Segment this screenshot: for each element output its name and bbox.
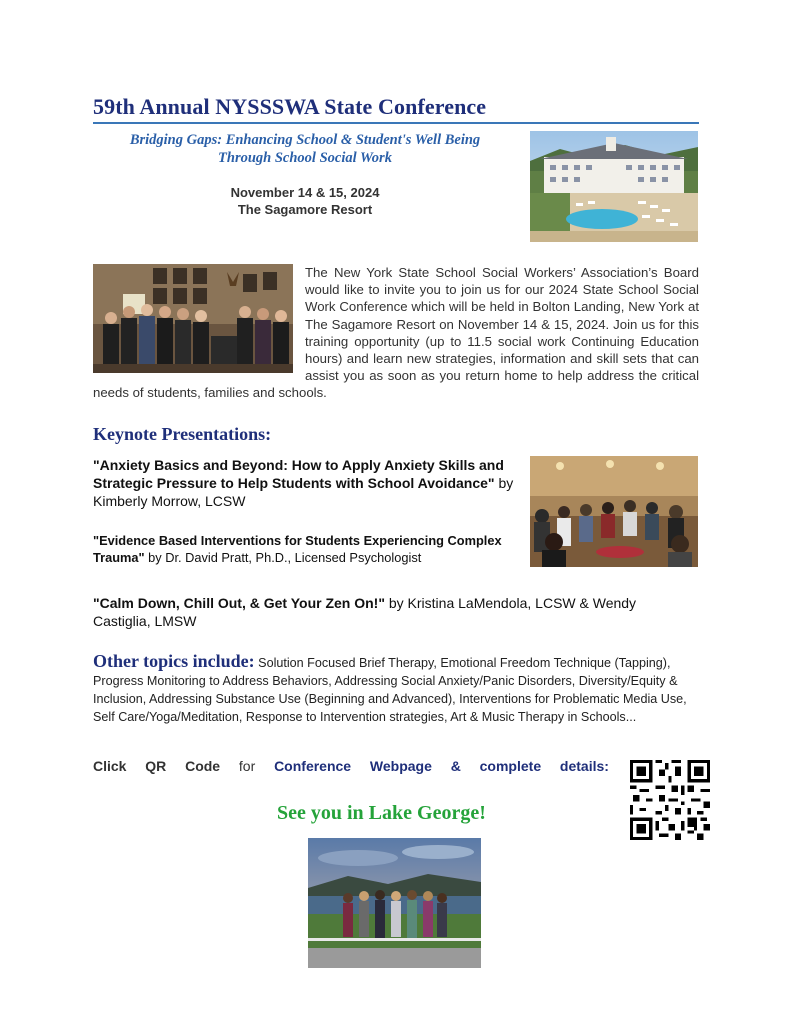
audience-photo — [530, 456, 698, 567]
resort-photo — [530, 131, 698, 242]
page-title: 59th Annual NYSSSWA State Conference — [93, 94, 487, 119]
talk-title: "Calm Down, Chill Out, & Get Your Zen On!" — [93, 595, 385, 611]
conference-subtitle — [100, 131, 510, 167]
other-topics-text: Solution Focused Brief Therapy, Emotional Freedom Technique (Tapping), Progress Monitoring to Address Behaviors, Addressing Social Anxiety/Panic Disorders, Diversity/Equity & Inclusion, Addressing Substance Use (Beginning and Advanced), Interventions for Problematic Media Use, Self Care/Yoga/Meditation, Response to Intervention strategies, Art & Music Therapy in Schools... — [93, 656, 687, 724]
cta-link-word[interactable]: & — [450, 758, 461, 774]
cta-word: Code — [185, 758, 221, 774]
cta-link-word[interactable]: details: — [559, 758, 609, 774]
lake-george-photo — [308, 838, 481, 968]
event-details — [190, 184, 420, 218]
cta-link-word[interactable]: complete — [479, 758, 542, 774]
title-divider — [93, 122, 699, 124]
talk-title: "Evidence Based Interventions for Students Experiencing Complex Trauma" — [93, 533, 502, 565]
qr-call-to-action — [93, 758, 609, 774]
photo-spacer — [93, 264, 305, 382]
keynote-talk-3 — [93, 594, 673, 630]
cta-word: Click — [93, 758, 127, 774]
event-venue: The Sagamore Resort — [237, 202, 373, 217]
cta-link-word[interactable]: Conference — [274, 758, 352, 774]
cta-link-word[interactable]: Webpage — [369, 758, 432, 774]
other-topics — [93, 652, 699, 726]
talk-speaker: by Kristina LaMendola, LCSW & Wendy Castiglia, LMSW — [93, 595, 637, 629]
talk-title: "Anxiety Basics and Beyond: How to Apply Anxiety Skills and Strategic Pressure to Help Students with School Avoidance" — [93, 457, 504, 491]
other-topics-heading: Other topics include: — [93, 651, 255, 671]
closing-message: See you in Lake George! — [277, 802, 486, 824]
keynote-talk-1 — [93, 456, 523, 510]
talk-speaker: by Dr. David Pratt, Ph.D., Licensed Psychologist — [144, 550, 422, 565]
qr-code-icon[interactable] — [630, 760, 710, 840]
cta-word: QR — [145, 758, 167, 774]
talk-speaker: by Kimberly Morrow, LCSW — [93, 475, 514, 509]
subtitle-line-2: Through School Social Work — [218, 150, 392, 166]
cta-word: for — [238, 758, 256, 774]
intro-paragraph — [93, 264, 699, 402]
subtitle-line-1: Bridging Gaps: Enhancing School & Student's Well Being — [129, 132, 481, 148]
keynote-heading: Keynote Presentations: — [93, 424, 272, 444]
event-date: November 14 & 15, 2024 — [230, 185, 380, 200]
intro-text: The New York State School Social Workers’ Association’s Board would like to invite you to join us for our 2024 State School Social Work Conference which will be held in Bolton Landing, New York at The Sagamore Resort on November 14 & 15, 2024. Join us for this training opportunity (up to 11.5 social work Continuing Education hours) and learn new strategies, information and skill sets that can assist you as soon as you return home to help address the critical needs of students, families and schools. — [93, 265, 699, 401]
keynote-talk-2 — [93, 532, 513, 566]
